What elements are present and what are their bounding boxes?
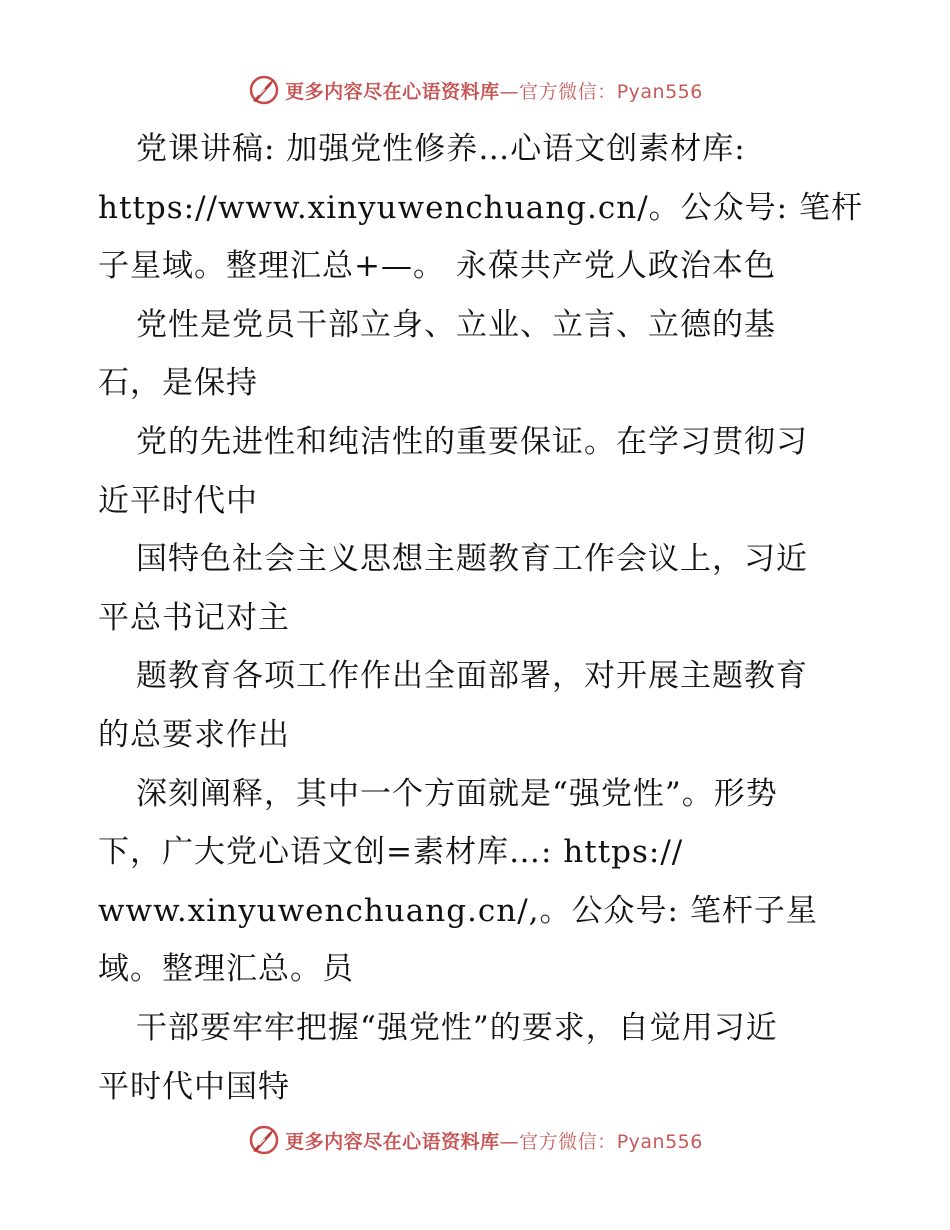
banner-main-text: 更多内容尽在心语资料库 <box>285 80 500 103</box>
footer-banner <box>0 1120 950 1160</box>
banner-wechat-label: 官方微信： <box>519 80 617 103</box>
banner-wechat-label: 官方微信： <box>519 1130 617 1153</box>
body-line: 党课讲稿: 加强党性修养…心语文创素材库: <box>136 131 746 167</box>
body-line: https://www.xinyuwenchuang.cn/。公众号: 笔杆 <box>98 189 863 226</box>
body-line: 题教育各项工作作出全面部署，对开展主题教育 <box>136 658 808 695</box>
banner-text <box>285 1127 703 1154</box>
body-line: 深刻阐释，其中一个方面就是“强党性”。形势 <box>136 775 778 812</box>
banner-wechat-id: Pyan556 <box>616 80 703 103</box>
body-line: 域。整理汇总。员 <box>98 951 354 988</box>
document-body <box>98 120 863 1116</box>
banner-dash: — <box>499 1130 520 1153</box>
banner-dash: — <box>499 80 520 103</box>
header-banner <box>0 70 950 110</box>
body-line: 党的先进性和纯洁性的重要保证。在学习贯彻习 <box>136 423 808 460</box>
quill-circle-icon <box>247 73 281 107</box>
body-line: 党性是党员干部立身、立业、立言、立德的基 <box>136 306 776 343</box>
banner-text <box>285 77 703 104</box>
body-line: 的总要求作出 <box>98 716 290 753</box>
banner-main-text: 更多内容尽在心语资料库 <box>285 1130 500 1153</box>
body-line: 石，是保持 <box>98 365 258 402</box>
body-line: www.xinyuwenchuang.cn/,。公众号: 笔杆子星 <box>98 892 818 929</box>
body-line: 近平时代中 <box>98 482 258 519</box>
body-line: 干部要牢牢把握“强党性”的要求，自觉用习近 <box>136 1009 778 1046</box>
quill-circle-icon <box>247 1123 281 1157</box>
body-line: 子星域。整理汇总+—。 永葆共产党人政治本色 <box>98 248 776 285</box>
body-line: 国特色社会主义思想主题教育工作会议上，习近 <box>136 541 808 578</box>
banner-wechat-id: Pyan556 <box>616 1130 703 1153</box>
body-line: 平总书记对主 <box>98 599 290 636</box>
body-line: 平时代中国特 <box>98 1068 290 1105</box>
body-line: 下，广大党心语文创=素材库…: https:// <box>98 834 684 871</box>
